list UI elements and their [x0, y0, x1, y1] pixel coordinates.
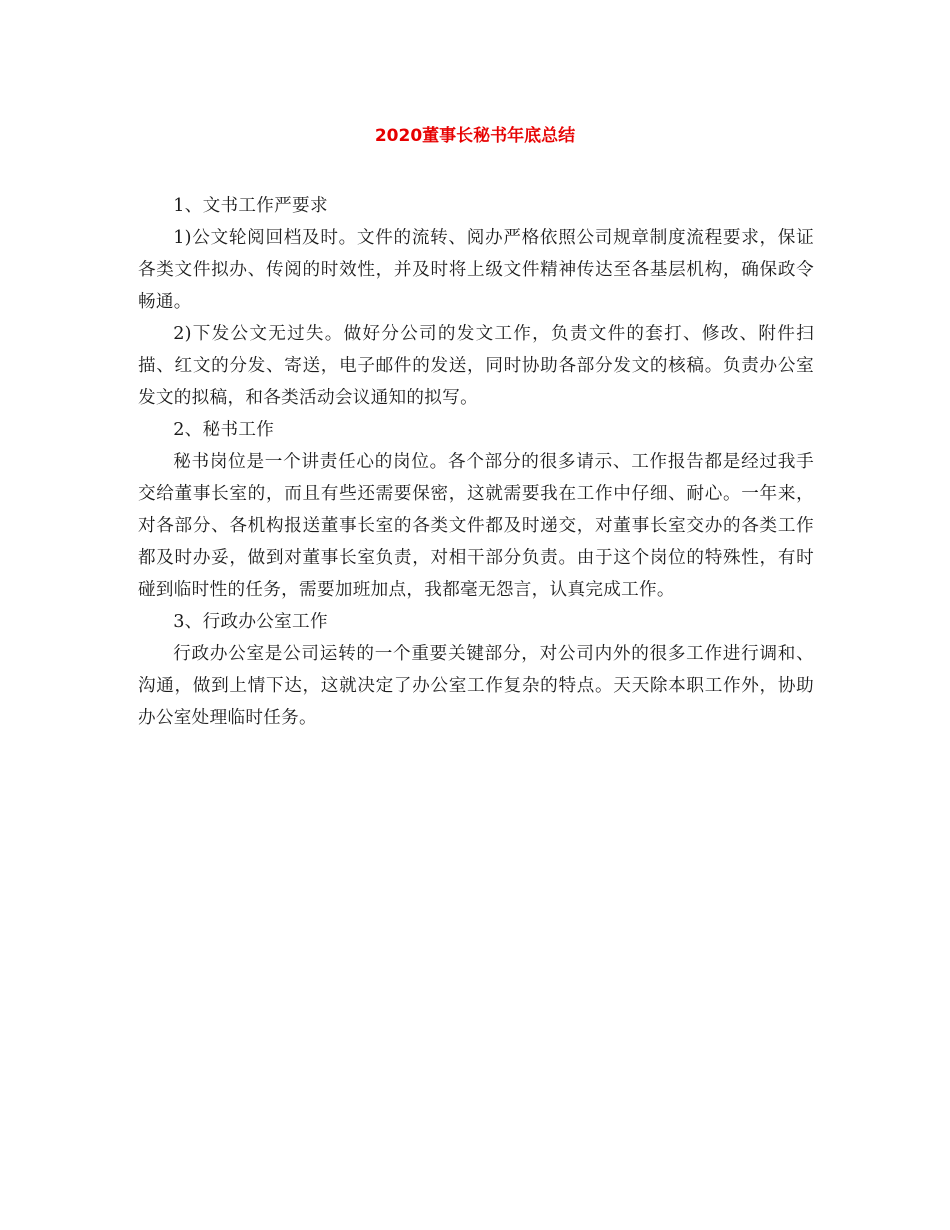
section-heading-3: 3、行政办公室工作	[173, 612, 328, 632]
paragraph-admin-office: 行政办公室是公司运转的一个重要关键部分，对公司内外的很多工作进行调和、沟通，做到上情下达，这就决定了办公室工作复杂的特点。天天除本职工作外，协助办公室处理临时任务。	[138, 644, 814, 728]
section-heading-2: 2、秘书工作	[173, 420, 275, 440]
paragraph-document-circulation: 1)公文轮阅回档及时。文件的流转、阅办严格依照公司规章制度流程要求，保证各类文件拟办、传阅的时效性，并及时将上级文件精神传达至各基层机构，确保政令畅通。	[138, 228, 814, 312]
document-body	[138, 190, 814, 734]
paragraph-secretary-work: 秘书岗位是一个讲责任心的岗位。各个部分的很多请示、工作报告都是经过我手交给董事长室的，而且有些还需要保密，这就需要我在工作中仔细、耐心。一年来，对各部分、各机构报送董事长室的各类文件都及时递交，对董事长室交办的各类工作都及时办妥，做到对董事长室负责，对相干部分负责。由于这个岗位的特殊性，有时碰到临时性的任务，需要加班加点，我都毫无怨言，认真完成工作。	[138, 452, 814, 600]
document-title: 2020董事长秘书年底总结	[374, 126, 576, 146]
paragraph-document-issuing: 2)下发公文无过失。做好分公司的发文工作，负责文件的套打、修改、附件扫描、红文的分发、寄送，电子邮件的发送，同时协助各部分发文的核稿。负责办公室发文的拟稿，和各类活动会议通知的拟写。	[138, 324, 814, 408]
section-heading-1: 1、文书工作严要求	[173, 196, 328, 216]
